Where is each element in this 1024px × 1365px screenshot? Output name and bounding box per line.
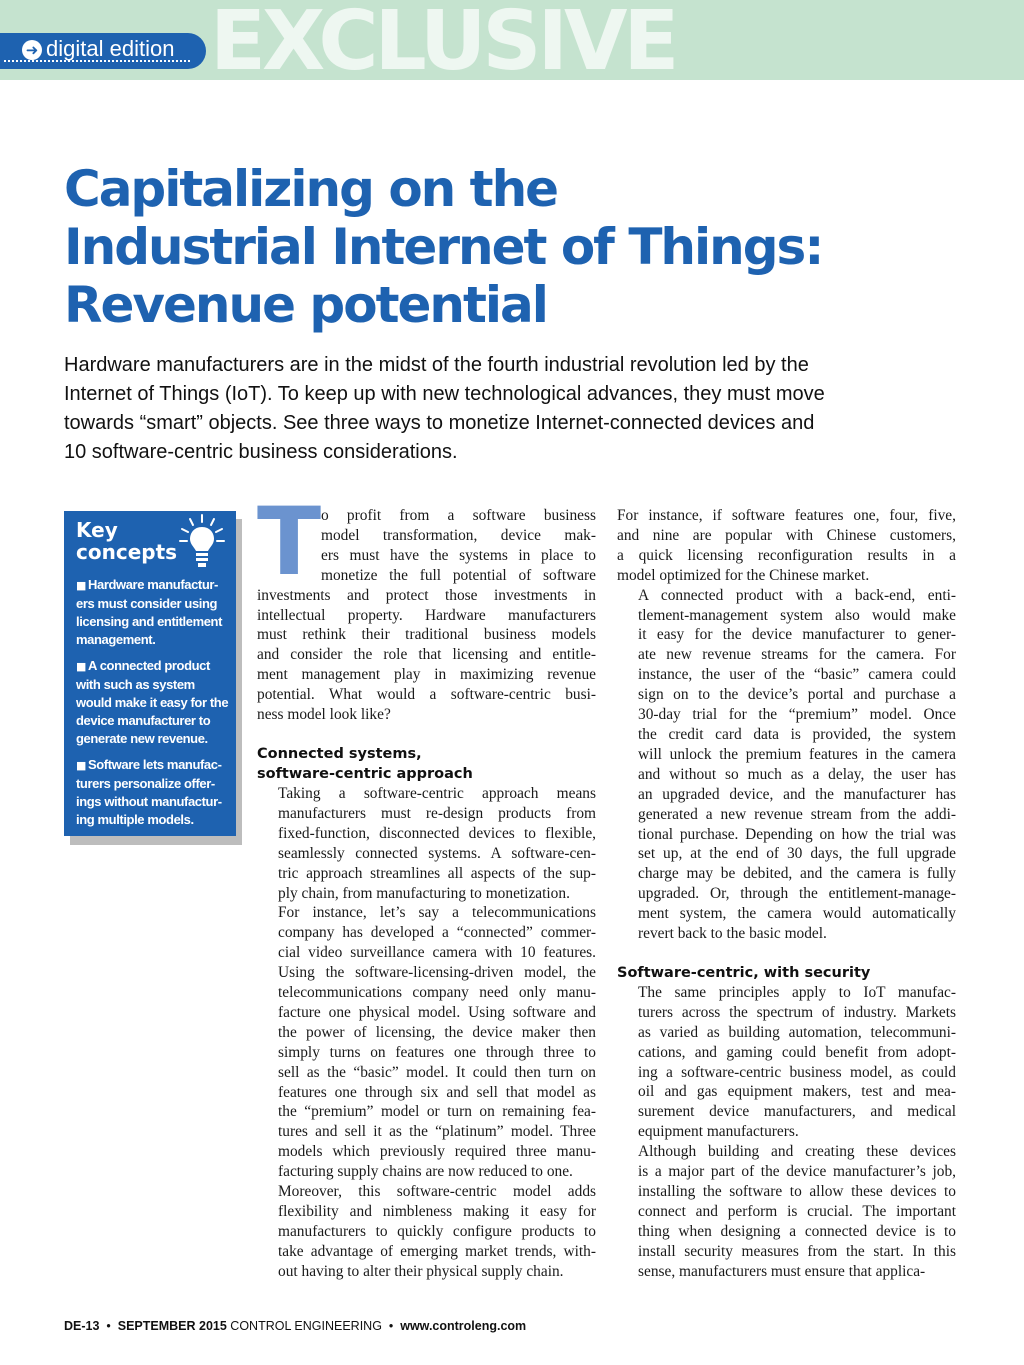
key-concept-item: [76, 756, 232, 829]
body-paragraph: [257, 903, 596, 1182]
text-line: The same principles apply to IoT manufac-: [638, 983, 956, 1001]
page-footer: [64, 1319, 526, 1333]
text-line: monetize the full potential of software: [321, 566, 596, 584]
text-line: manufacturers to quickly configure products to: [278, 1222, 596, 1240]
text-line: ate new revenue streams for the camera. For: [638, 646, 956, 664]
text-line: models which previously required three manu-: [278, 1143, 596, 1161]
text-line: instance, the user of the “basic” camera could: [638, 666, 956, 684]
text-line: generated a new revenue stream from the addi-: [638, 805, 956, 823]
text-line: the “premium” model or turn on remaining fea-: [278, 1103, 596, 1121]
text-line: manufacturers must re-design products from: [278, 804, 596, 822]
text-line: model optimized for the Chinese market.: [617, 566, 870, 584]
issue-date: SEPTEMBER 2015: [117, 1319, 227, 1333]
text-line: cial video surveillance camera with 10 features.: [278, 944, 596, 962]
body-paragraph: [617, 506, 956, 586]
text-line: sell as the “basic” model. It could then turn on: [278, 1063, 596, 1081]
text-line: A connected product with a back-end, enti-: [638, 586, 956, 604]
text-line: the credit card data is provided, the system: [638, 725, 956, 743]
text-line: model transformation, device mak-: [321, 526, 596, 544]
deck-line: Hardware manufacturers are in the midst of the fourth industrial revolution led by the: [64, 354, 809, 376]
key-concept-text: licensing and entitlement: [76, 614, 223, 629]
body-paragraph: [257, 1182, 596, 1282]
subheading-security: Software-centric, with security: [617, 964, 871, 981]
magazine-name: CONTROL ENGINEERING: [230, 1319, 382, 1333]
body-paragraph: [617, 1142, 956, 1281]
key-concepts-title-line: concepts: [76, 540, 178, 564]
arrow-right-circle-icon: ➜: [22, 40, 42, 60]
text-line: and nine are popular with Chinese customers,: [617, 526, 956, 544]
text-line: seamlessly connected systems. A software-cen-: [278, 844, 596, 862]
text-line: an upgraded device, and the manufacturer has: [638, 785, 956, 803]
text-line: ing a software-centric business model, as could: [638, 1063, 956, 1081]
text-line: potential. What would a software-centric busi-: [257, 686, 596, 704]
text-line: out having to alter their physical supply chain.: [278, 1262, 564, 1280]
subheading-line: software-centric approach: [257, 765, 473, 782]
text-line: surement device manufacturers, and medical: [638, 1103, 956, 1121]
key-concept-text: generate new revenue.: [76, 731, 208, 746]
key-concept-text: ings without manufactur-: [76, 794, 222, 809]
key-concept-item: [76, 657, 232, 748]
text-line: oil and gas equipment makers, test and mea-: [638, 1083, 956, 1101]
text-line: For instance, let’s say a telecommunications: [278, 904, 596, 922]
lightbulb-icon: [174, 513, 230, 571]
key-concept-text: Hardware manufactur-: [88, 577, 218, 592]
body-paragraph: [617, 983, 956, 1142]
text-line: tric approach streamlines all aspects of the sup-: [278, 864, 596, 882]
footer-separator: •: [106, 1319, 111, 1333]
text-line: Moreover, this software-centric model adds: [278, 1183, 596, 1201]
key-concepts-title: [76, 519, 177, 563]
key-concepts-list: [76, 576, 232, 837]
text-line: features one through six and sell that model as: [278, 1083, 596, 1101]
key-concept-text: device manufacturer to: [76, 713, 211, 728]
key-concept-text: A connected product: [88, 658, 210, 673]
square-bullet-icon: ■: [76, 579, 86, 592]
text-line: a quick licensing reconfiguration results in a: [617, 546, 956, 564]
dotted-divider: [4, 60, 190, 62]
text-line: must rethink their traditional business models: [257, 626, 596, 644]
text-line: turers across the spectrum of industry. Markets: [638, 1003, 956, 1021]
text-line: installing the software to allow these devices to: [638, 1183, 956, 1200]
text-line: ment system, the camera would automatically: [638, 905, 956, 923]
text-line: tlement-management system also would make: [638, 606, 956, 624]
text-line: take advantage of emerging market trends, with-: [278, 1242, 596, 1260]
text-line: charge may be debited, and the camera is fully: [638, 865, 956, 883]
headline-line: Revenue potential: [64, 276, 547, 334]
digital-edition-label: digital edition: [46, 36, 175, 61]
article-deck: [64, 351, 944, 467]
body-paragraph: [617, 586, 956, 944]
text-line: and consider the role that licensing and entitle-: [257, 646, 596, 664]
text-line: facture one physical model. Using software and: [278, 1003, 596, 1021]
page-number: DE-13: [64, 1319, 100, 1333]
text-line: set up, at the end of 30 days, the full upgrade: [638, 845, 956, 863]
subheading-connected-systems: [257, 744, 596, 784]
text-line: install security measures from the start. In this: [638, 1242, 956, 1260]
text-line: thing when designing a connected device is to: [638, 1222, 956, 1240]
deck-line: Internet of Things (IoT). To keep up with new technological advances, they must move: [64, 383, 825, 405]
text-line: ers must have the systems in place to: [321, 546, 596, 564]
text-line: revert back to the basic model.: [638, 925, 827, 943]
text-line: o profit from a software business: [321, 507, 596, 524]
text-line: investments and protect those investments in: [257, 586, 596, 604]
article-column-right: [617, 506, 956, 1282]
article-headline: [64, 160, 964, 334]
text-line: simply turns on features one through three to: [278, 1043, 596, 1061]
text-line: tures and sell it as the “platinum” model. Three: [278, 1123, 596, 1141]
square-bullet-icon: ■: [76, 660, 86, 673]
key-concept-text: Software lets manufac-: [88, 757, 222, 772]
text-line: equipment manufacturers.: [638, 1123, 799, 1141]
article-column-middle: [257, 488, 596, 1282]
subheading-line: Connected systems,: [257, 745, 422, 762]
key-concept-text: management.: [76, 632, 156, 647]
text-line: the power of licensing, the device maker then: [278, 1023, 596, 1041]
headline-line: Capitalizing on the: [64, 160, 558, 218]
square-bullet-icon: ■: [76, 759, 86, 772]
text-line: is a major part of the device manufacturer’s job,: [638, 1163, 956, 1181]
text-line: ment management play in maximizing revenue: [257, 666, 596, 684]
key-concept-text: ing multiple models.: [76, 812, 194, 827]
text-line: company has developed a “connected” commer-: [278, 924, 596, 942]
text-line: sign on to the device’s portal and purchase a: [638, 686, 956, 704]
key-concept-text: turers personalize offer-: [76, 776, 215, 791]
text-line: fixed-function, disconnected devices to flexible,: [278, 824, 596, 842]
deck-line: towards “smart” objects. See three ways to monetize Internet-connected devices and: [64, 412, 815, 434]
text-line: 30-day trial for the “premium” model. Once: [638, 706, 956, 724]
text-line: ply chain, from manufacturing to monetization.: [278, 884, 570, 902]
text-line: upgraded. Or, through the entitlement-manage-: [638, 885, 956, 903]
text-line: telecommunications company need only manu-: [278, 984, 596, 1002]
body-paragraph: [257, 784, 596, 903]
text-line: For instance, if software features one, four, five,: [617, 507, 956, 524]
magazine-url[interactable]: www.controleng.com: [400, 1319, 527, 1333]
drop-cap: T: [257, 488, 322, 597]
key-concept-item: [76, 576, 232, 649]
text-line: sense, manufacturers must ensure that applica-: [638, 1262, 926, 1280]
text-line: will unlock the premium features in the camera: [638, 745, 956, 763]
text-line: cations, and gaming could benefit from adopt-: [638, 1043, 956, 1061]
headline-line: Industrial Internet of Things:: [64, 218, 823, 276]
text-line: facturing supply chains are now reduced to one.: [278, 1163, 573, 1181]
text-line: Using the software-licensing-driven model, the: [278, 964, 596, 982]
digital-edition-tab[interactable]: [0, 33, 206, 69]
text-line: flexibility and nimbleness making it easy for: [278, 1203, 596, 1220]
footer-separator: •: [388, 1319, 394, 1333]
key-concept-text: ers must consider using: [76, 596, 218, 611]
text-line: and without so much as a delay, the user has: [638, 765, 956, 783]
text-line: tional purchase. Depending on how the trial was: [638, 825, 956, 843]
text-line: intellectual property. Hardware manufacturers: [257, 606, 596, 624]
text-line: as varied as building automation, telecommuni-: [638, 1023, 956, 1041]
section-title: EXCLUSIVE: [210, 0, 676, 89]
key-concepts-box: [64, 511, 236, 836]
deck-line: 10 software-centric business considerations.: [64, 441, 458, 463]
text-line: ness model look like?: [257, 706, 391, 724]
key-concept-text: with such as system: [76, 677, 195, 692]
text-line: it easy for the device manufacturer to gener-: [638, 626, 956, 644]
text-line: connect and perform is crucial. The important: [638, 1202, 956, 1220]
key-concept-text: would make it easy for the: [76, 695, 229, 710]
text-line: Taking a software-centric approach means: [278, 784, 596, 802]
text-line: Although building and creating these devices: [638, 1143, 956, 1161]
key-concepts-title-line: Key: [76, 518, 118, 542]
